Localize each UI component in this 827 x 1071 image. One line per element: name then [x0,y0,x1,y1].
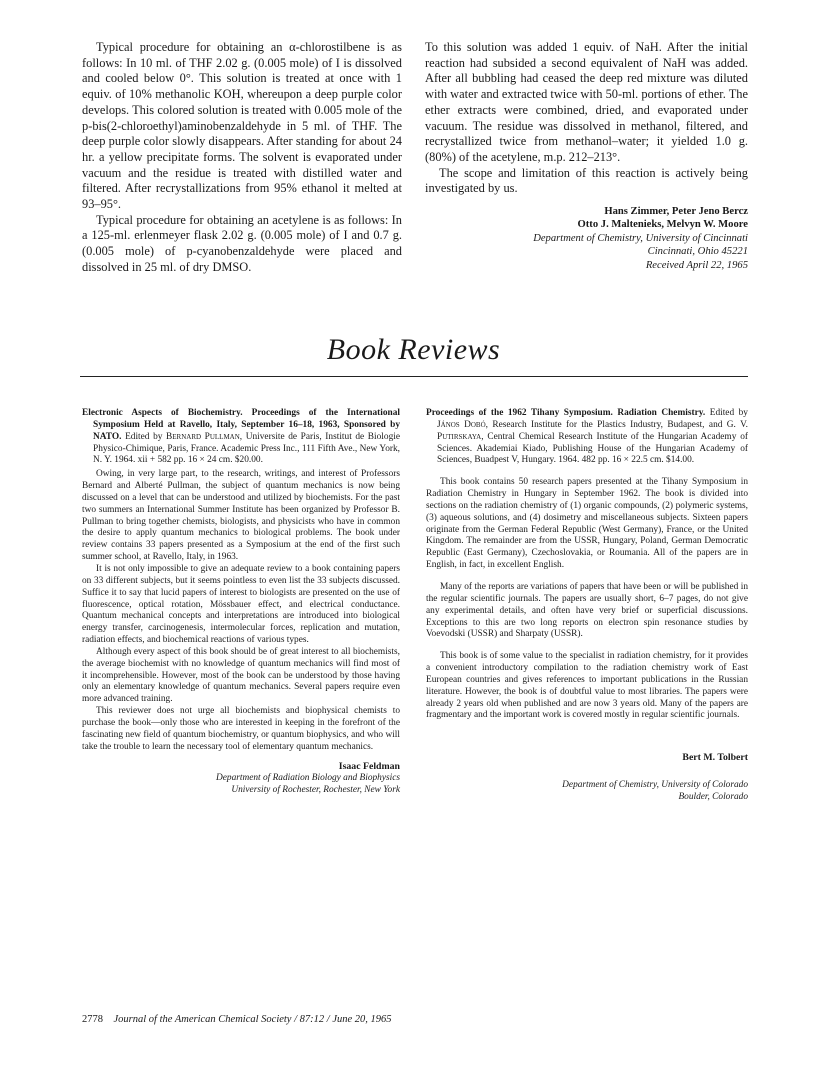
review-1-editor: Bernard Pullman [166,431,240,442]
review-1-paragraph-4: This reviewer does not urge all biochemists and biophysical chemists to purchase the book—only those who are interested in keeping in the forefront of the fascinating new field of quantum biochemistry, or quantum biophysics, and who will take the trouble to learn the necessary tool of elementary quantum mechanics. [82,706,400,752]
review-1-paragraph-3: Although every aspect of this book should be of great interest to all biochemists, the average biochemist with no knowledge of quantum mechanics will find most of it incomprehensible. However, most of the book can be understood by those having only an elementary knowledge of quantum mechanics. Several papers require even more advanced training. [82,646,400,705]
reviewer-name: Bert M. Tolbert [682,752,748,764]
page-footer [82,1014,392,1025]
review-2-editor-affiliation: , Research Institute for the Plastics Industry, Budapest, and G. V. [485,419,749,430]
procedure-paragraph-2: Typical procedure for obtaining an acetylene is as follows: In a 125-ml. erlenmeyer flask 2.02 g. (0.005 mole) of I and 0.7 g. (0.005 mole) of p-cyanobenzaldehyde were placed and dissolved in 25 ml. of dry DMSO. [82,212,402,274]
review-2 [426,408,748,804]
review-1-paragraph-1: Owing, in very large part, to the research, writings, and interest of Professors Bernard and Alberté Pullman, the subject of quantum mechanics is now being discussed on a level that can be understood and utilized by biochemists. For the past two summers an International Summer Institute has been organized by Professor B. Pullman to bring together chemists, biologists, and physicists who have in common the desire to apply quantum mechanics to biological problems. The book under review contains 33 papers presented as a Symposium at the end of the first such summer school, at Ravello, Italy, in 1963. [82,469,400,563]
reviewer-city: Boulder, Colorado [678,791,748,802]
reviewer-university: University of Rochester, Rochester, New York [231,785,400,796]
reviewer-department: Department of Chemistry, University of Colorado [562,780,748,791]
review-1-heading [82,408,400,467]
review-1-publication-details: , Universite de Paris, Institut de Biologie Physico-Chimique, Paris, France. Academic Press Inc., 111 Fifth Ave., New York, N. Y. 1964. xii + 582 pp. 16 × 24 cm. $20.00. [93,431,400,466]
author-affiliation: Department of Chemistry, University of Cincinnati [533,232,748,244]
top-left-column [82,40,402,276]
author-city: Cincinnati, Ohio 45221 [647,246,748,258]
review-2-editor-2: Putirskaya [437,431,482,442]
review-2-publication-details: , Central Chemical Research Institute of the Hungarian Academy of Sciences. Akademiai Kiado, Publishing House of the Hungarian Academy of Sciences, Buadpest V, Hungary. 1964. 482 pp. 16 × 22.5 cm. $14.00. [437,431,748,466]
review-1 [82,408,400,797]
review-2-title: Proceedings of the 1962 Tihany Symposium. Radiation Chemistry. [426,408,706,418]
review-2-paragraph-2: Many of the reports are variations of papers that have been or will be published in the regular scientific journals. The papers are usually short, 6–7 pages, do not give any experimental details, and often have very brief or superficial discussions. Exceptions to this are two long reports on electron spin resonance studies by Voevodski (USSR) and Sharpaty (USSR). [426,581,748,640]
review-2-editor-1: János Dobó [437,419,486,430]
review-2-signature [426,752,748,804]
section-rule [80,376,748,377]
journal-issue: / 87:12 / June 20, 1965 [294,1014,392,1025]
top-right-column [425,40,748,272]
section-title: Book Reviews [326,333,501,366]
review-1-paragraph-2: It is not only impossible to give an adequate review to a book containing papers on 33 different subjects, but it seems pointless to even list the 33 subjects discussed. Suffice it to say that lucid papers of interest to biologists are presented on the use of fluorescence, optical rotation, Mössbauer effect, and electrical conductance. Quantum mechanical concepts and interpretations are introduced into biological energy transfer, carcinogenesis, intermolecular forces, replication and mutation, radiation effects, and biochemical reactions of various types. [82,563,400,646]
review-2-heading [426,408,748,467]
procedure-paragraph-3: To this solution was added 1 equiv. of NaH. After the initial reaction had subsided a second equivalent of NaH was added. After all bubbling had ceased the deep red mixture was diluted with water and extracted twice with 50-ml. portions of ether. The ether extracts were combined, dried, and evaporated under vacuum. The residue was dissolved in methanol, filtered, and recrystallized twice from methanol–water; it yielded 1.0 g. (80%) of the acetylene, m.p. 212–213°. [425,40,748,164]
review-2-paragraph-1: This book contains 50 research papers presented at the Tihany Symposium in Radiation Chemistry in Hungary in September 1962. The book is divided into sections on the radiation chemistry of (1) organic compounds, (2) polymeric systems, (3) aqueous solutions, and (4) dosimetry and miscellaneous subjects. Sixteen papers originate from the German Federal Republic (West Germany), France, or the United Kingdom. The remainder are from the USSR, Hungary, Poland, German Democratic Republic (East Germany), Czechoslovakia, or Roumania. All of the papers are in English, in fact, in excellent English. [426,477,748,571]
review-1-signature [82,761,400,797]
edited-by-label: Edited by [709,408,748,418]
authors-line-1: Hans Zimmer, Peter Jeno Bercz [604,206,748,218]
reviewer-department: Department of Radiation Biology and Biophysics [216,773,400,784]
received-date: Received April 22, 1965 [645,259,748,271]
procedure-paragraph-1: Typical procedure for obtaining an α-chlorostilbene is as follows: In 10 ml. of THF 2.02 g. (0.005 mole) of I is dissolved and cooled below 0°. This solution is treated at once with 1 equiv. of 10% methanolic KOH, whereupon a deep purple color develops. This colored solution is treated with 0.005 mole of the p-bis(2-chloroethyl)aminobenzaldehyde in 5 ml. of THF. The deep purple color slowly disappears. After standing for about 24 hr. a yellow precipitate forms. The solvent is evaporated under vacuum and the residue is treated with distilled water and filtered. After recrystallizations from 95% ethanol it melted at 93–95°. [82,40,402,212]
scope-paragraph: The scope and limitation of this reaction is actively being investigated by us. [425,165,748,196]
reviewer-name: Isaac Feldman [338,761,400,773]
author-block [425,205,748,272]
page-number: 2778 [82,1014,103,1025]
review-2-paragraph-3: This book is of some value to the specialist in radiation chemistry, for it provides a convenient introductory compilation to the radiation chemistry work of East European countries and gives references to important publications in the Russian literature. However, the book is of doubtful value to most libraries. The papers were already 2 years old when published and are now 3 years old. Many of the papers are fragmentary and the important work is covered mostly in regular scientific journals. [426,651,748,721]
journal-name: Journal of the American Chemical Society [113,1014,292,1025]
authors-line-2: Otto J. Maltenieks, Melvyn W. Moore [577,219,748,231]
edited-by-label: Edited by [125,431,163,442]
review-1-title: Electronic Aspects of Biochemistry. Proceedings of the International Symposium Held at Ravello, Italy, September 16–18, 1963, Sponsored by NATO. [82,408,400,442]
